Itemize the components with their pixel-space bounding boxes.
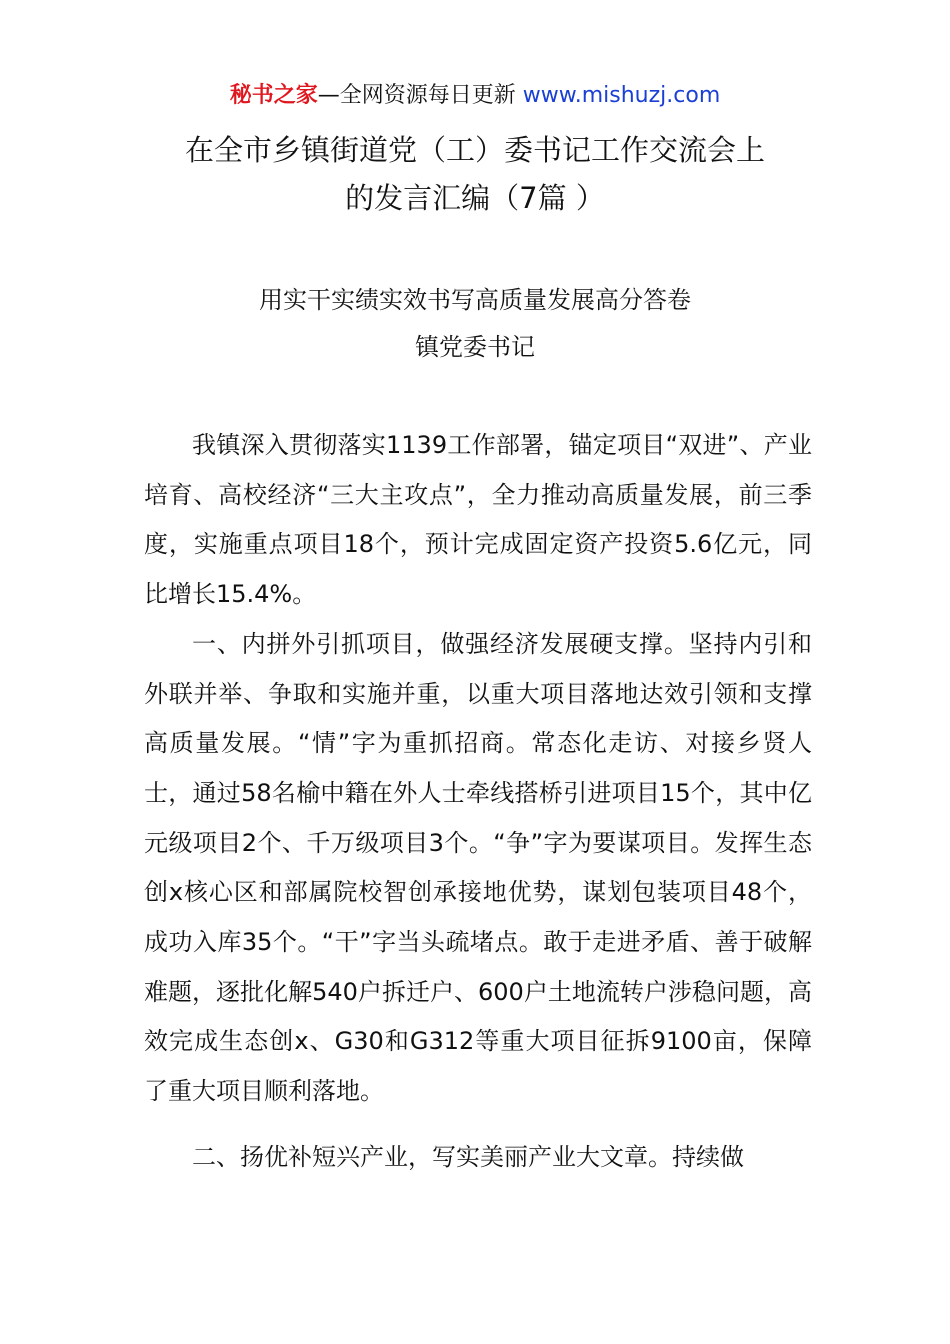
- paragraph-section-2: 二、扬优补短兴产业，写实美丽产业大文章。持续做: [192, 1142, 744, 1171]
- site-url-link[interactable]: www.mishuzj.com: [522, 83, 721, 108]
- title-line-1: 在全市乡镇街道党（工）委书记工作交流会上: [184, 133, 765, 167]
- author-line: 镇党委书记: [415, 333, 535, 361]
- document-title: [0, 126, 950, 222]
- header-tagline: —全网资源每日更新: [317, 83, 523, 108]
- body-text: [144, 421, 812, 1183]
- site-header: [0, 80, 950, 112]
- brand-name: 秘书之家: [229, 83, 318, 108]
- paragraph-section-1: 一、内拼外引抓项目，做强经济发展硬支撑。坚持内引和外联并举、争取和实施并重，以重大项目落地达效引领和支撑高质量发展。“情”字为重抓招商。常态化走访、对接乡贤人士，通过58名榆中籍在外人士牵线搭桥引进项目15个，其中亿元级项目2个、千万级项目3个。“争”字为要谋项目。发挥生态创x核心区和部属院校智创承接地优势，谋划包装项目48个，成功入库35个。“干”字当头疏堵点。敢于走进矛盾、善于破解难题，逐批化解540户拆迁户、600户土地流转户涉稳问题，高效完成生态创x、G30和G312等重大项目征拆9100亩，保障了重大项目顺利落地。: [144, 629, 812, 1106]
- section-title: 用实干实绩实效书写高质量发展高分答卷: [259, 286, 691, 314]
- paragraph-intro: 我镇深入贯彻落实1139工作部署，锚定项目“双进”、产业培育、高校经济“三大主攻点”，全力推动高质量发展，前三季度，实施重点项目18个，预计完成固定资产投资5.6亿元，同比增长15.4%。: [144, 431, 812, 609]
- title-line-2: 的发言汇编（7篇 ）: [345, 181, 605, 215]
